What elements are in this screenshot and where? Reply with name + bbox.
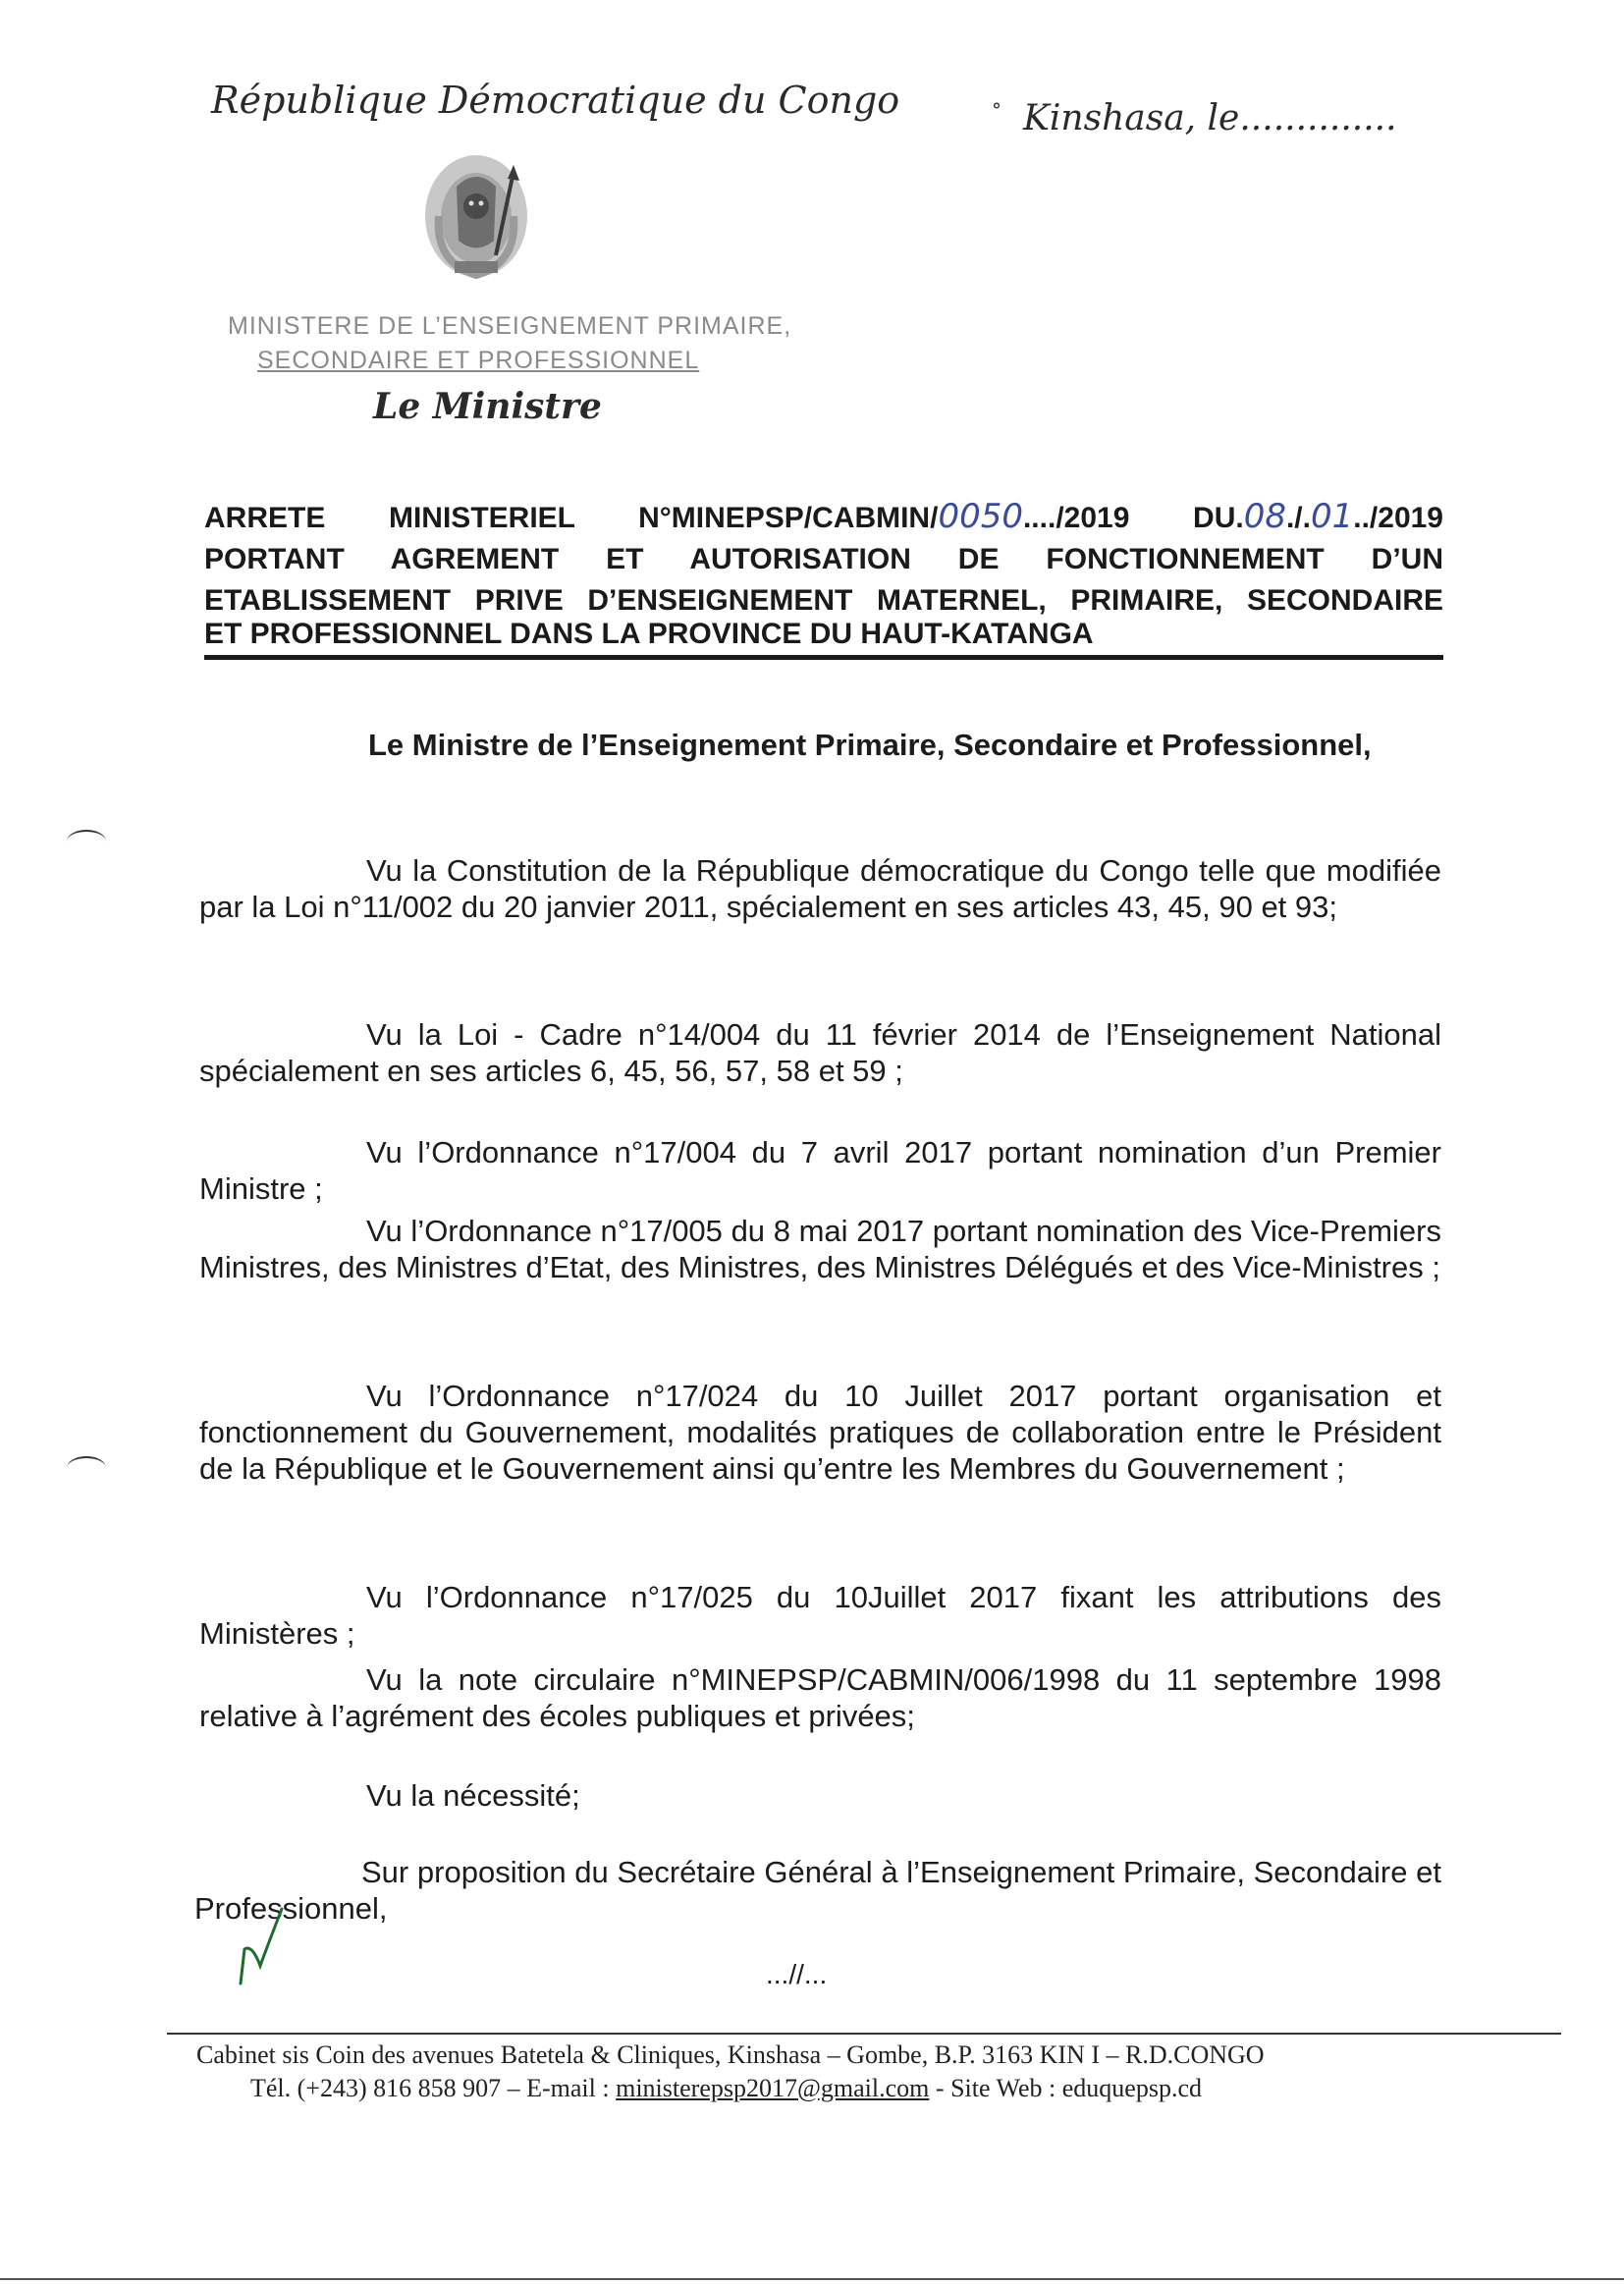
recital-necessite: Vu la nécessité; bbox=[366, 1778, 580, 1813]
congo-coat-of-arms-emblem bbox=[398, 147, 555, 304]
intro-paragraph: Le Ministre de l’Enseignement Primaire, Secondaire et Professionnel, bbox=[368, 728, 1372, 762]
decree-number-handwritten: 0050 bbox=[938, 497, 1023, 536]
recital-ordonnance-17-025: Vu l’Ordonnance n°17/025 du 10Juillet 2017 fixant les attributions des Ministères ; bbox=[199, 1580, 1441, 1651]
decree-title-line-3: ETABLISSEMENT PRIVE D’ENSEIGNEMENT MATERNEL, PRIMAIRE, SECONDAIRE bbox=[204, 584, 1443, 617]
recital-loi-cadre: Vu la Loi - Cadre n°14/004 du 11 février 2014 de l’Enseignement National spécialement en ses articles 6, 45, 56, 57, 58 et 59 ; bbox=[199, 1017, 1441, 1088]
decree-title-line-2: PORTANT AGREMENT ET AUTORISATION DE FONCTIONNEMENT D’UN bbox=[204, 543, 1443, 575]
ministry-line-1: MINISTERE DE L’ENSEIGNEMENT PRIMAIRE, bbox=[228, 312, 792, 340]
decree-title-line-1: ARRETE MINISTERIEL N°MINEPSP/CABMIN/0050..../2019 DU.08./.01../2019 bbox=[204, 497, 1443, 536]
footer-rule bbox=[167, 2033, 1561, 2035]
place-date: ° Kinshasa, le.............. bbox=[992, 98, 1397, 138]
footer-email-link[interactable]: ministerepsp2017@gmail.com bbox=[616, 2074, 930, 2102]
recital-constitution: Vu la Constitution de la République démocratique du Congo telle que modifiée par la Loi n°11/002 du 20 janvier 2011, spécialement en ses articles 43, 45, 90 et 93; bbox=[199, 853, 1441, 924]
title-rule bbox=[204, 655, 1443, 660]
recital-note-circulaire: Vu la note circulaire n°MINEPSP/CABMIN/006/1998 du 11 septembre 1998 relative à l’agrément des écoles publiques et privées; bbox=[199, 1662, 1441, 1733]
decree-title-line-4: ET PROFESSIONNEL DANS LA PROVINCE DU HAUT-KATANGA bbox=[204, 618, 1094, 650]
decree-month-handwritten: 01 bbox=[1310, 497, 1354, 536]
handwritten-initial bbox=[231, 1905, 290, 1988]
footer-address: Cabinet sis Coin des avenues Batetela & Cliniques, Kinshasa – Gombe, B.P. 3163 KIN I – R.D.CONGO bbox=[196, 2040, 1265, 2069]
recital-proposition: Sur proposition du Secrétaire Général à l’Enseignement Primaire, Secondaire et Professionnel, bbox=[194, 1855, 1441, 1926]
recital-ordonnance-17-004: Vu l’Ordonnance n°17/004 du 7 avril 2017 portant nomination d’un Premier Ministre ; bbox=[199, 1135, 1441, 1206]
ministry-line-2: SECONDAIRE ET PROFESSIONNEL bbox=[257, 347, 700, 374]
scan-bottom-edge bbox=[0, 2278, 1624, 2280]
country-heading: République Démocratique du Congo bbox=[211, 79, 900, 122]
continuation-mark: ...//... bbox=[766, 1959, 828, 1989]
bullet-mark: ° bbox=[992, 98, 1001, 122]
recital-ordonnance-17-005: Vu l’Ordonnance n°17/005 du 8 mai 2017 portant nomination des Vice-Premiers Ministres, des Ministres d’Etat, des Ministres, des Ministres Délégués et des Vice-Ministres ; bbox=[199, 1214, 1441, 1284]
punch-hole-mark bbox=[67, 1456, 106, 1480]
signatory-title: Le Ministre bbox=[373, 386, 602, 427]
punch-hole-mark bbox=[67, 830, 106, 853]
footer-contacts: Tél. (+243) 816 858 907 – E-mail : ministerepsp2017@gmail.com - Site Web : eduquepsp.cd bbox=[250, 2074, 1203, 2102]
recital-ordonnance-17-024: Vu l’Ordonnance n°17/024 du 10 Juillet 2017 portant organisation et fonctionnement du Gouvernement, modalités pratiques de collaboration entre le Président de la République et le Gouvernement ainsi qu’entre les Membres du Gouvernement ; bbox=[199, 1379, 1441, 1486]
decree-day-handwritten: 08 bbox=[1243, 497, 1286, 536]
